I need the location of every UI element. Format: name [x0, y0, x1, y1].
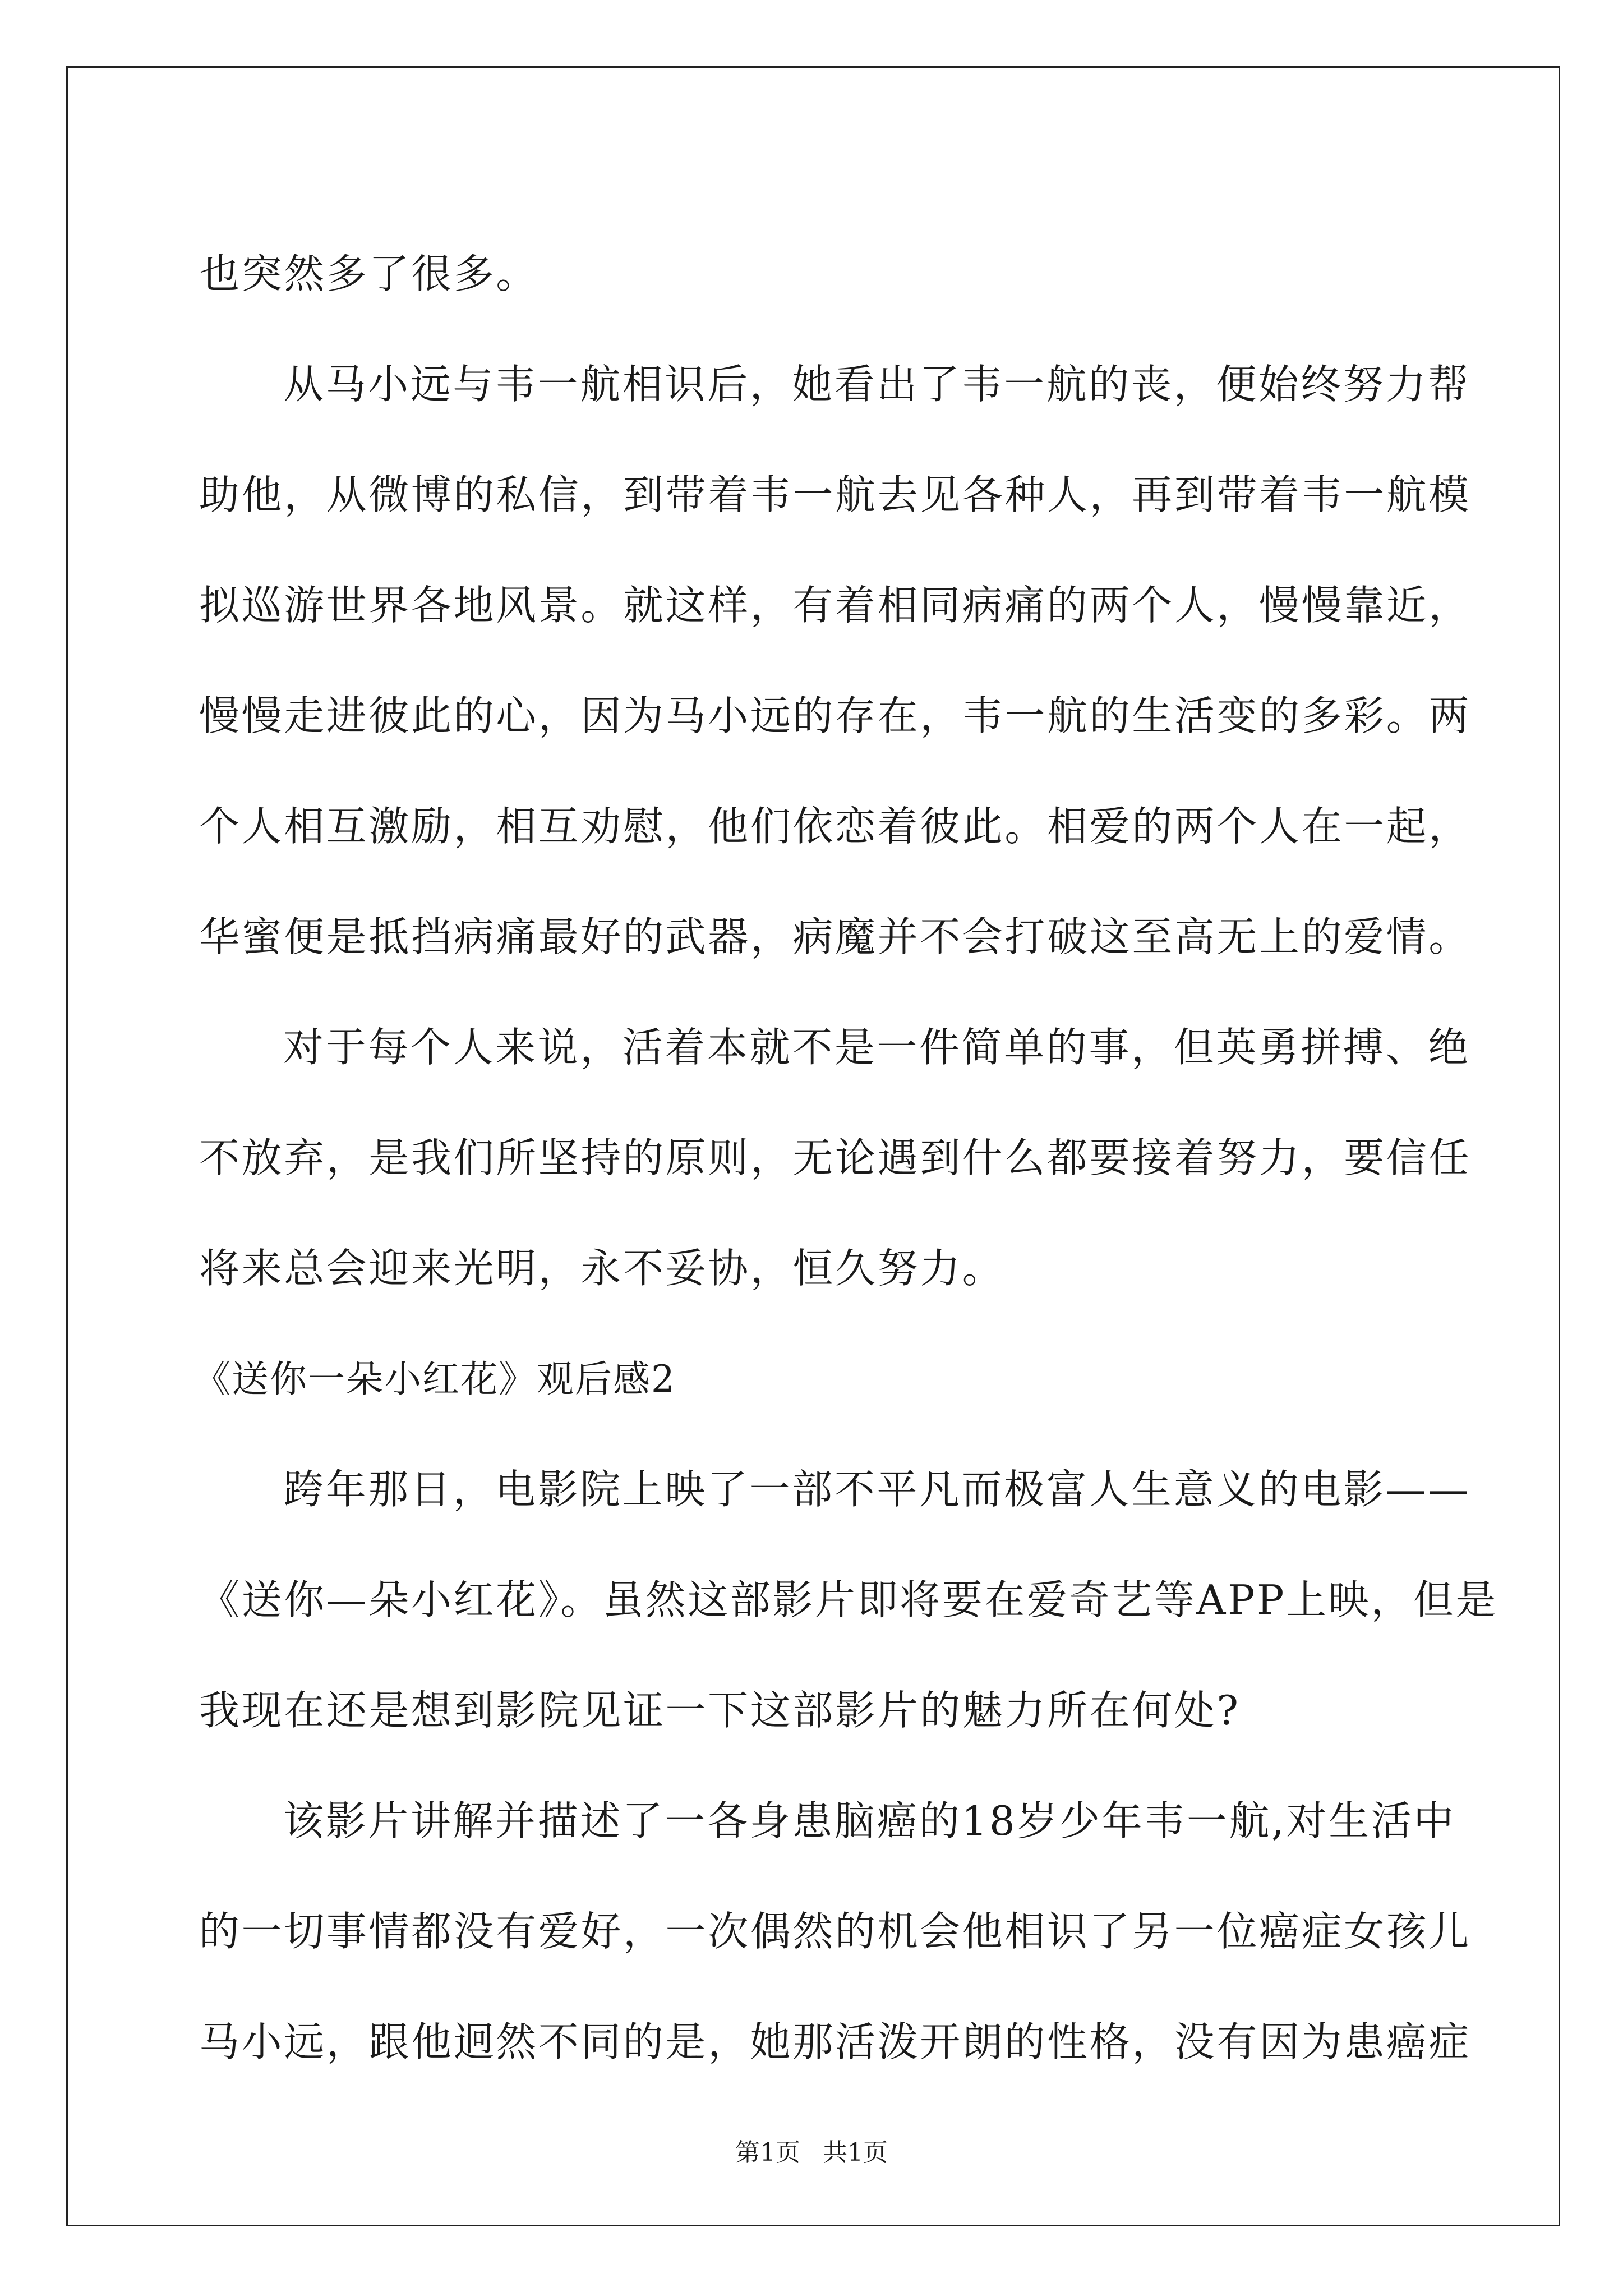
text-line-2: 从马小远与韦一航相识后，她看出了韦一航的丧，便始终努力帮	[283, 361, 1470, 408]
text-line-5: 慢慢走进彼此的心，因为马小远的存在，韦一航的生活变的多彩。两	[199, 692, 1472, 739]
text-line-4: 拟巡游世界各地风景。就这样，有着相同病痛的两个人，慢慢靠近，	[199, 582, 1472, 629]
page-footer	[0, 2136, 1623, 2170]
text-line-14: 我现在还是想到影院见证一下这部影片的魅力所在何处?	[199, 1687, 1241, 1734]
page-number-label: 第1页	[735, 2138, 800, 2167]
text-line-10: 将来总会迎来光明，永不妥协，恒久努力。	[199, 1245, 1005, 1292]
text-line-8: 对于每个人来说，活着本就不是一件简单的事，但英勇拼搏、绝	[283, 1024, 1470, 1071]
text-line-3: 助他，从微博的私信，到带着韦一航去见各种人，再到带着韦一航模	[199, 471, 1472, 518]
text-line-7: 华蜜便是抵挡病痛最好的武器，病魔并不会打破这至高无上的爱情。	[199, 913, 1472, 960]
text-line-13: 《送你—朵小红花》。虽然这部影片即将要在爱奇艺等APP上映，但是	[199, 1576, 1498, 1623]
text-line-6: 个人相互激励，相互劝慰，他们依恋着彼此。相爱的两个人在一起，	[199, 803, 1472, 850]
text-line-1: 也突然多了很多。	[199, 250, 538, 297]
section-heading: 《送你一朵小红花》观后感2	[193, 1358, 676, 1401]
text-line-9: 不放弃，是我们所坚持的原则，无论遇到什么都要接着努力，要信任	[199, 1134, 1472, 1181]
text-line-17: 马小远，跟他迥然不同的是，她那活泼开朗的性格，没有因为患癌症	[199, 2018, 1472, 2065]
text-line-15: 该影片讲解并描述了一各身患脑癌的18岁少年韦一航,对生活中	[283, 1797, 1456, 1844]
page-total-label: 共1页	[823, 2138, 888, 2167]
document-body	[193, 219, 1498, 2097]
text-line-12: 跨年那日，电影院上映了一部不平凡而极富人生意义的电影——	[283, 1466, 1470, 1513]
text-line-16: 的一切事情都没有爱好，一次偶然的机会他相识了另一位癌症女孩儿	[199, 1908, 1472, 1955]
